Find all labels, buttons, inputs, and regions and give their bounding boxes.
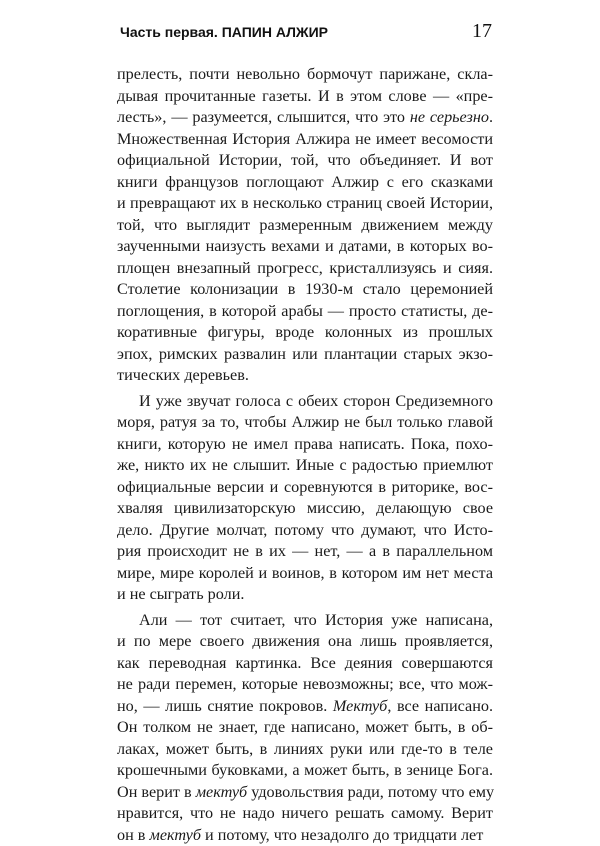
text-run: площен внезапный прогресс, кристаллизуясь и сияя. xyxy=(117,259,493,277)
text-run: и по мере своего движения она лишь проявляется, xyxy=(117,632,493,650)
text-line xyxy=(117,696,493,718)
text-run: и потому, что незадолго до тридцати лет xyxy=(201,826,483,844)
italic-run: мектуб xyxy=(196,783,248,801)
text-line xyxy=(117,739,493,761)
text-run: И уже звучат голоса с обеих сторон Средиземного xyxy=(139,392,493,410)
text-run: нравится, что не надо ничего решать самому. Верит xyxy=(117,804,493,822)
page-header xyxy=(120,20,492,44)
paragraph xyxy=(117,64,493,387)
text-run: не ради перемен, которые невозможны; все, что мож- xyxy=(117,675,493,693)
text-line xyxy=(117,107,493,129)
text-run: тических деревьев. xyxy=(117,366,249,384)
text-line xyxy=(117,64,493,86)
text-run: рия происходит не в их — нет, — а в параллельном xyxy=(117,542,493,560)
italic-run: Мектуб xyxy=(333,697,387,715)
text-run: крошечными буковками, а может быть, в зенице Бога. xyxy=(117,761,493,779)
running-head xyxy=(120,24,328,40)
text-line xyxy=(117,717,493,739)
text-run: лесть», — разумеется, слышится, что это xyxy=(117,108,410,126)
text-line xyxy=(117,279,493,301)
text-line xyxy=(117,803,493,825)
text-run: прелесть, почти невольно бормочут парижане, скла- xyxy=(117,65,493,83)
text-line xyxy=(117,653,493,675)
text-run: и превращают их в несколько страниц своей Истории, xyxy=(117,194,493,212)
text-run: официальные версии и соревнуются в риторике, вос- xyxy=(117,478,493,496)
text-line xyxy=(117,760,493,782)
text-line xyxy=(117,412,493,434)
text-line xyxy=(117,584,493,606)
italic-run: не серьезно xyxy=(410,108,489,126)
text-run: книги французов поглощают Алжир с его сказками xyxy=(117,173,493,191)
text-line xyxy=(117,825,493,846)
text-line xyxy=(117,236,493,258)
text-line xyxy=(117,782,493,804)
text-line xyxy=(117,455,493,477)
text-run: дывая прочитанные газеты. И в этом слове — «пре- xyxy=(117,87,493,105)
text-run: как переводная картинка. Все деяния совершаются xyxy=(117,654,493,672)
text-line xyxy=(117,86,493,108)
text-run: эпох, римских развалин или плантации старых экзо- xyxy=(117,345,493,363)
text-line xyxy=(117,498,493,520)
text-run: и не сыграть роли. xyxy=(117,585,244,603)
chapter-title: ПАПИН АЛЖИР xyxy=(222,24,328,40)
text-run: удовольствия ради, потому что ему xyxy=(247,783,494,801)
text-line xyxy=(117,129,493,151)
text-run: поглощения, в которой арабы — просто статисты, де- xyxy=(117,302,493,320)
text-line xyxy=(117,434,493,456)
text-run: коративные фигуры, вроде колонных из прошлых xyxy=(117,323,493,341)
text-run: официальной Истории, той, что объединяет. И вот xyxy=(117,151,493,169)
text-run: моря, ратуя за то, чтобы Алжир не был только главой xyxy=(117,413,493,431)
text-line xyxy=(117,391,493,413)
text-line xyxy=(117,477,493,499)
text-run: книги, которую не имел права написать. Пока, похо- xyxy=(117,435,493,453)
text-run: заученными наизусть вехами и датами, в которых во- xyxy=(117,237,493,255)
text-line xyxy=(117,322,493,344)
text-line xyxy=(117,301,493,323)
text-run: Множественная История Алжира не имеет весомости xyxy=(117,130,493,148)
text-run: мире, мире королей и воинов, в котором им нет места xyxy=(117,564,493,582)
text-line xyxy=(117,631,493,653)
text-run: Он толком не знает, где написано, может быть, в об- xyxy=(117,718,493,736)
text-run: лаках, может быть, в линиях руки или где-то в теле xyxy=(117,740,493,758)
text-run: дело. Другие молчат, потому что думают, что Исто- xyxy=(117,521,493,539)
italic-run: мектуб xyxy=(150,826,202,844)
paragraph xyxy=(117,391,493,606)
text-line xyxy=(117,150,493,172)
text-line xyxy=(117,520,493,542)
text-line xyxy=(117,193,493,215)
text-run: он в xyxy=(117,826,150,844)
text-run: Он верит в xyxy=(117,783,196,801)
text-run: той, что выглядит размеренным движением между xyxy=(117,216,493,234)
text-run: Али — тот считает, что История уже написана, xyxy=(139,611,493,629)
paragraph xyxy=(117,610,493,846)
text-line xyxy=(117,674,493,696)
text-line xyxy=(117,344,493,366)
text-line xyxy=(117,610,493,632)
text-line xyxy=(117,365,493,387)
text-run: хваляя цивилизаторскую миссию, делающую свое xyxy=(117,499,493,517)
text-run: Столетие колонизации в 1930-м стало церемонией xyxy=(117,280,493,298)
chapter-label: Часть первая. xyxy=(120,24,218,40)
body-text xyxy=(117,64,493,846)
text-run: . xyxy=(489,108,493,126)
text-line xyxy=(117,172,493,194)
text-run: но, — лишь снятие покровов. xyxy=(117,697,333,715)
text-line xyxy=(117,541,493,563)
page-number: 17 xyxy=(472,20,492,43)
text-run: же, никто их не слышит. Иные с радостью приемлют xyxy=(117,456,493,474)
text-line xyxy=(117,258,493,280)
text-run: , все написано. xyxy=(387,697,493,715)
text-line xyxy=(117,563,493,585)
text-line xyxy=(117,215,493,237)
